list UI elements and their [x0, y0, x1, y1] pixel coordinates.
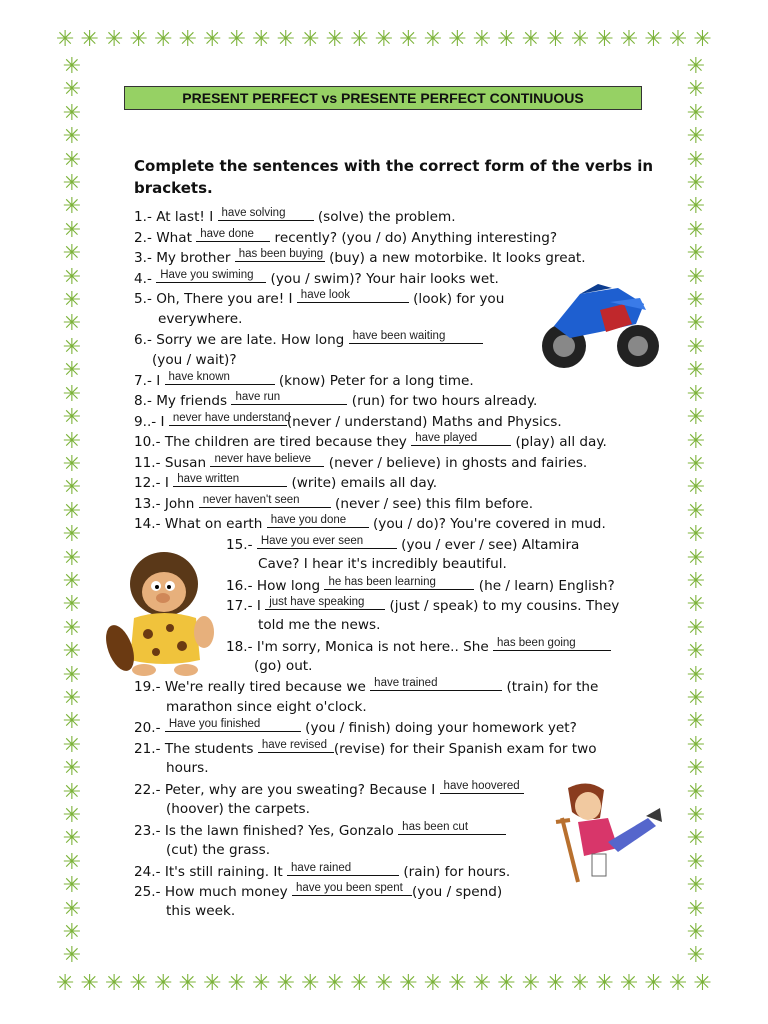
worksheet-title: PRESENT PERFECT vs PRESENTE PERFECT CONTINUOUS — [124, 86, 642, 110]
border-flower-icon: ✳ — [203, 971, 222, 996]
border-flower-icon: ✳ — [686, 732, 706, 758]
border-flower-icon: ✳ — [154, 971, 173, 996]
border-flower-icon: ✳ — [129, 27, 148, 52]
border-flower-icon: ✳ — [325, 971, 345, 996]
sentence-text: 9..- I — [134, 414, 169, 430]
handwritten-answer: Have you swiming — [160, 269, 254, 281]
sentence-line — [258, 554, 507, 574]
border-flower-icon: ✳ — [497, 27, 516, 52]
handwritten-answer: just have speaking — [269, 596, 365, 608]
border-flower-icon: ✳ — [686, 615, 706, 641]
border-flower-icon: ✳ — [644, 27, 663, 52]
border-flower-icon: ✳ — [80, 971, 99, 996]
answer-blank[interactable] — [156, 268, 266, 283]
border-flower-icon: ✳ — [686, 124, 706, 150]
border-flower-icon: ✳ — [693, 971, 712, 996]
border-flower-icon: ✳ — [448, 27, 467, 52]
sentence-text: 4.- — [134, 271, 157, 287]
sentence-text: (you / ever / see) Altamira — [396, 537, 580, 553]
sentence-text: 10.- The children are tired because they — [134, 434, 412, 450]
answer-blank[interactable] — [257, 534, 397, 549]
border-flower-icon: ✳ — [693, 27, 712, 52]
border-flower-icon: ✳ — [686, 147, 706, 173]
answer-blank[interactable] — [398, 820, 506, 835]
border-flower-icon: ✳ — [154, 27, 173, 52]
sentence-text: (play) all day. — [511, 434, 607, 450]
answer-blank[interactable] — [411, 431, 511, 446]
sentence-text: (you / do)? You're covered in mud. — [368, 516, 606, 532]
border-flower-icon: ✳ — [62, 358, 82, 384]
answer-blank[interactable] — [235, 247, 325, 262]
border-flower-icon: ✳ — [56, 27, 75, 52]
sentence-line — [134, 268, 499, 289]
handwritten-answer: have hoovered — [443, 780, 520, 792]
border-flower-icon: ✳ — [686, 264, 706, 290]
motorbike-illustration — [540, 280, 662, 376]
sentence-text: 12.- I — [134, 475, 174, 491]
border-flower-icon: ✳ — [686, 100, 706, 126]
sentence-line — [226, 636, 611, 657]
handwritten-answer: have been waiting — [352, 330, 446, 342]
border-flower-icon: ✳ — [686, 545, 706, 571]
border-flower-icon: ✳ — [62, 732, 82, 758]
sentence-line — [134, 493, 533, 514]
border-flower-icon: ✳ — [423, 971, 443, 996]
answer-blank[interactable] — [210, 452, 324, 467]
border-flower-icon: ✳ — [686, 873, 706, 899]
border-flower-icon: ✳ — [686, 803, 706, 828]
sentence-text: 24.- It's still raining. It — [134, 864, 288, 880]
handwritten-answer: has been cut — [402, 821, 469, 833]
sentence-text: 19.- We're really tired because we — [134, 679, 371, 695]
sentence-text: 15.- — [226, 537, 257, 553]
sentence-text: 8.- My friends — [134, 393, 232, 409]
answer-blank[interactable] — [231, 390, 347, 405]
sentence-line — [134, 288, 504, 309]
sentence-text: this week. — [166, 903, 236, 919]
border-flower-icon: ✳ — [686, 288, 706, 314]
sentence-text: 5.- Oh, There you are! I — [134, 291, 297, 307]
border-left — [60, 56, 84, 968]
border-flower-icon: ✳ — [686, 920, 706, 946]
sentence-line — [166, 799, 310, 819]
sentence-text: 11.- Susan — [134, 455, 211, 471]
sentence-line — [166, 901, 235, 921]
sentence-text: (never / see) this film before. — [330, 496, 534, 512]
sentence-text: (never / understand) Maths and Physics. — [286, 414, 562, 430]
border-flower-icon: ✳ — [62, 943, 82, 969]
sentence-line — [134, 676, 598, 697]
sentence-text: (you / swim)? Your hair looks wet. — [266, 271, 499, 287]
sentence-line — [134, 390, 537, 411]
handwritten-answer: have you done — [270, 514, 347, 526]
handwritten-answer: have you been spent — [296, 882, 403, 894]
answer-blank[interactable] — [493, 636, 611, 651]
border-flower-icon: ✳ — [686, 334, 706, 360]
border-flower-icon: ✳ — [472, 27, 492, 52]
border-flower-icon: ✳ — [62, 194, 82, 220]
border-flower-icon: ✳ — [570, 27, 590, 52]
border-flower-icon: ✳ — [62, 124, 82, 150]
border-flower-icon: ✳ — [668, 27, 688, 52]
border-flower-icon: ✳ — [62, 381, 82, 407]
sentence-text: 25.- How much money — [134, 884, 292, 900]
sentence-line — [166, 697, 367, 717]
border-flower-icon: ✳ — [56, 971, 75, 996]
border-flower-icon: ✳ — [686, 217, 706, 243]
sentence-line — [134, 411, 562, 432]
border-flower-icon: ✳ — [686, 311, 706, 337]
border-flower-icon: ✳ — [686, 779, 706, 805]
sentence-text: (solve) the problem. — [313, 209, 456, 225]
border-flower-icon: ✳ — [62, 685, 82, 711]
sentence-text: recently? (you / do) Anything interesting? — [270, 230, 558, 246]
answer-blank[interactable] — [324, 575, 474, 590]
border-flower-icon: ✳ — [686, 358, 706, 384]
sentence-text: (go) out. — [254, 658, 313, 674]
border-flower-icon: ✳ — [62, 428, 82, 454]
sentence-line — [134, 513, 606, 534]
answer-blank[interactable] — [258, 738, 334, 753]
border-flower-icon: ✳ — [129, 971, 148, 996]
sentence-line — [158, 309, 242, 329]
border-flower-icon: ✳ — [497, 971, 516, 996]
border-flower-icon: ✳ — [668, 971, 688, 996]
border-flower-icon: ✳ — [686, 171, 706, 197]
border-flower-icon: ✳ — [62, 568, 82, 594]
border-flower-icon: ✳ — [62, 803, 82, 828]
border-flower-icon: ✳ — [62, 545, 82, 571]
answer-blank[interactable] — [196, 227, 270, 242]
border-flower-icon: ✳ — [276, 971, 296, 996]
border-flower-icon: ✳ — [521, 27, 541, 52]
sentence-text: 14.- What on earth — [134, 516, 267, 532]
border-flower-icon: ✳ — [62, 288, 82, 314]
handwritten-answer: have played — [415, 432, 478, 444]
answer-blank[interactable] — [169, 411, 291, 426]
border-flower-icon: ✳ — [546, 27, 565, 52]
border-flower-icon: ✳ — [227, 971, 247, 996]
border-flower-icon: ✳ — [350, 971, 369, 996]
answer-blank[interactable] — [265, 595, 385, 610]
sentence-line — [134, 370, 474, 391]
border-flower-icon: ✳ — [62, 311, 82, 337]
border-right — [684, 56, 708, 968]
sentence-text: 22.- Peter, why are you sweating? Because I — [134, 782, 440, 798]
injured-girl-illustration — [548, 778, 664, 888]
sentence-text: everywhere. — [158, 311, 243, 327]
border-flower-icon: ✳ — [62, 171, 82, 197]
handwritten-answer: Have you finished — [168, 718, 261, 730]
handwritten-answer: have rained — [291, 862, 352, 874]
handwritten-answer: never have understand — [172, 412, 291, 424]
border-flower-icon: ✳ — [423, 27, 443, 52]
answer-blank[interactable] — [440, 779, 524, 794]
border-flower-icon: ✳ — [62, 100, 82, 126]
caveman-illustration — [104, 548, 222, 678]
sentence-line — [134, 738, 597, 759]
instructions: Complete the sentences with the correct form of the verbs in brackets. — [134, 157, 654, 197]
sentence-text: (know) Peter for a long time. — [274, 373, 474, 389]
border-flower-icon: ✳ — [62, 405, 82, 431]
border-flower-icon: ✳ — [62, 615, 82, 641]
answer-blank[interactable] — [287, 861, 399, 876]
sentence-text: (buy) a new motorbike. It looks great. — [324, 250, 586, 266]
sentence-line — [134, 861, 510, 882]
border-flower-icon: ✳ — [325, 27, 345, 52]
sentence-text: (look) for you — [408, 291, 505, 307]
sentence-text: 17.- I — [226, 598, 266, 614]
border-flower-icon: ✳ — [62, 592, 82, 618]
border-flower-icon: ✳ — [62, 709, 82, 735]
border-flower-icon: ✳ — [301, 27, 320, 52]
border-flower-icon: ✳ — [62, 896, 82, 922]
border-flower-icon: ✳ — [686, 381, 706, 407]
border-flower-icon: ✳ — [62, 475, 82, 501]
handwritten-answer: has been buying — [238, 248, 324, 260]
sentence-line — [226, 534, 579, 555]
border-flower-icon: ✳ — [62, 826, 82, 852]
answer-blank[interactable] — [370, 676, 502, 691]
border-flower-icon: ✳ — [399, 971, 418, 996]
sentence-text: 16.- How long — [226, 578, 325, 594]
border-flower-icon: ✳ — [62, 77, 82, 103]
border-flower-icon: ✳ — [62, 639, 82, 665]
border-bottom — [56, 972, 712, 996]
border-flower-icon: ✳ — [62, 756, 82, 782]
sentence-text: told me the news. — [258, 617, 381, 633]
border-flower-icon: ✳ — [178, 971, 198, 996]
border-flower-icon: ✳ — [62, 264, 82, 290]
border-flower-icon: ✳ — [62, 498, 82, 524]
border-flower-icon: ✳ — [686, 475, 706, 501]
sentence-text: 18.- I'm sorry, Monica is not here.. She — [226, 639, 494, 655]
border-flower-icon: ✳ — [62, 54, 82, 79]
border-flower-icon: ✳ — [178, 27, 198, 52]
sentence-line — [254, 656, 312, 676]
sentence-line — [152, 350, 237, 370]
border-flower-icon: ✳ — [686, 826, 706, 852]
border-flower-icon: ✳ — [595, 971, 614, 996]
border-flower-icon: ✳ — [619, 971, 639, 996]
border-flower-icon: ✳ — [472, 971, 492, 996]
sentence-text: (rain) for hours. — [399, 864, 511, 880]
border-flower-icon: ✳ — [686, 498, 706, 524]
border-flower-icon: ✳ — [62, 522, 82, 548]
sentence-text: (cut) the grass. — [166, 842, 271, 858]
border-flower-icon: ✳ — [686, 241, 706, 267]
border-flower-icon: ✳ — [62, 662, 82, 688]
border-flower-icon: ✳ — [686, 639, 706, 665]
sentence-text: 3.- My brother — [134, 250, 235, 266]
answer-blank[interactable] — [349, 329, 483, 344]
border-flower-icon: ✳ — [203, 27, 222, 52]
handwritten-answer: has been going — [497, 637, 576, 649]
answer-blank[interactable] — [267, 513, 369, 528]
sentence-text: (just / speak) to my cousins. They — [385, 598, 620, 614]
sentence-line — [134, 431, 607, 452]
sentence-line — [134, 779, 524, 800]
sentence-line — [134, 881, 502, 902]
border-flower-icon: ✳ — [686, 405, 706, 431]
border-flower-icon: ✳ — [546, 971, 565, 996]
border-flower-icon: ✳ — [105, 971, 124, 996]
sentence-text: 2.- What — [134, 230, 197, 246]
border-flower-icon: ✳ — [80, 27, 99, 52]
border-flower-icon: ✳ — [374, 971, 394, 996]
handwritten-answer: have written — [177, 473, 240, 485]
sentence-text: 23.- Is the lawn finished? Yes, Gonzalo — [134, 823, 399, 839]
answer-blank[interactable] — [199, 493, 331, 508]
sentence-line — [134, 820, 506, 841]
sentence-text: 6.- Sorry we are late. How long — [134, 332, 349, 348]
border-flower-icon: ✳ — [62, 241, 82, 267]
border-flower-icon: ✳ — [686, 685, 706, 711]
border-flower-icon: ✳ — [686, 194, 706, 220]
border-flower-icon: ✳ — [644, 971, 663, 996]
handwritten-answer: Have you ever seen — [260, 535, 364, 547]
sentence-text: 21.- The students — [134, 741, 258, 757]
sentence-text: (train) for the — [502, 679, 599, 695]
answer-blank[interactable] — [173, 472, 287, 487]
answer-blank[interactable] — [218, 206, 314, 221]
border-flower-icon: ✳ — [62, 147, 82, 173]
border-flower-icon: ✳ — [62, 920, 82, 946]
handwritten-answer: have done — [200, 228, 254, 240]
handwritten-answer: have revised — [261, 739, 328, 751]
sentence-line — [258, 615, 380, 635]
border-flower-icon: ✳ — [448, 971, 467, 996]
sentence-text: (he / learn) English? — [474, 578, 615, 594]
handwritten-answer: have solving — [221, 207, 286, 219]
sentence-text: (run) for two hours already. — [347, 393, 538, 409]
handwritten-answer: never have believe — [214, 453, 311, 465]
sentence-text: marathon since eight o'clock. — [166, 699, 367, 715]
sentence-line — [134, 227, 557, 248]
border-flower-icon: ✳ — [374, 27, 394, 52]
border-flower-icon: ✳ — [686, 568, 706, 594]
border-flower-icon: ✳ — [399, 27, 418, 52]
border-flower-icon: ✳ — [686, 896, 706, 922]
border-flower-icon: ✳ — [252, 971, 271, 996]
border-flower-icon: ✳ — [686, 522, 706, 548]
answer-blank[interactable] — [297, 288, 409, 303]
border-flower-icon: ✳ — [686, 428, 706, 454]
sentence-text: 20.- — [134, 720, 165, 736]
sentence-text: 1.- At last! I — [134, 209, 218, 225]
border-flower-icon: ✳ — [350, 27, 369, 52]
sentence-line — [226, 595, 619, 616]
handwritten-answer: have run — [235, 391, 281, 403]
handwritten-answer: have look — [300, 289, 351, 301]
answer-blank[interactable] — [165, 717, 301, 732]
border-flower-icon: ✳ — [62, 779, 82, 805]
border-flower-icon: ✳ — [276, 27, 296, 52]
sentence-text: (hoover) the carpets. — [166, 801, 310, 817]
sentence-text: (you / wait)? — [152, 352, 237, 368]
border-flower-icon: ✳ — [521, 971, 541, 996]
sentence-line — [226, 575, 615, 596]
sentence-text: 13.- John — [134, 496, 199, 512]
handwritten-answer: have known — [168, 371, 230, 383]
sentence-text: hours. — [166, 760, 209, 776]
border-flower-icon: ✳ — [105, 27, 124, 52]
sentence-line — [166, 840, 270, 860]
border-flower-icon: ✳ — [686, 709, 706, 735]
handwritten-answer: have trained — [374, 677, 438, 689]
sentence-line — [134, 717, 577, 738]
border-flower-icon: ✳ — [62, 873, 82, 899]
sentence-line — [134, 206, 456, 227]
sentence-text: (revise) for their Spanish exam for two — [333, 741, 597, 757]
border-flower-icon: ✳ — [227, 27, 247, 52]
sentence-line — [166, 758, 209, 778]
sentence-text: (you / spend) — [412, 884, 503, 900]
sentence-text: (write) emails all day. — [287, 475, 438, 491]
sentence-line — [134, 452, 587, 473]
answer-blank[interactable] — [165, 370, 275, 385]
border-flower-icon: ✳ — [62, 334, 82, 360]
border-flower-icon: ✳ — [686, 77, 706, 103]
sentence-line — [134, 472, 437, 493]
border-flower-icon: ✳ — [686, 54, 706, 79]
border-flower-icon: ✳ — [62, 217, 82, 243]
sentence-text: (never / believe) in ghosts and fairies. — [324, 455, 588, 471]
handwritten-answer: never haven't seen — [202, 494, 300, 506]
sentence-line — [134, 329, 483, 350]
border-flower-icon: ✳ — [686, 662, 706, 688]
border-flower-icon: ✳ — [570, 971, 590, 996]
sentence-text: 7.- I — [134, 373, 165, 389]
sentence-line — [134, 247, 586, 268]
sentence-text: (you / finish) doing your homework yet? — [300, 720, 577, 736]
handwritten-answer: he has been learning — [328, 576, 436, 588]
border-top — [56, 28, 712, 52]
border-flower-icon: ✳ — [686, 756, 706, 782]
border-flower-icon: ✳ — [686, 592, 706, 618]
border-flower-icon: ✳ — [686, 943, 706, 969]
border-flower-icon: ✳ — [686, 849, 706, 875]
border-flower-icon: ✳ — [62, 451, 82, 477]
sentence-text: Cave? I hear it's incredibly beautiful. — [258, 556, 507, 572]
border-flower-icon: ✳ — [619, 27, 639, 52]
border-flower-icon: ✳ — [686, 451, 706, 477]
border-flower-icon: ✳ — [252, 27, 271, 52]
answer-blank[interactable] — [292, 881, 412, 896]
border-flower-icon: ✳ — [301, 971, 320, 996]
border-flower-icon: ✳ — [595, 27, 614, 52]
border-flower-icon: ✳ — [62, 849, 82, 875]
